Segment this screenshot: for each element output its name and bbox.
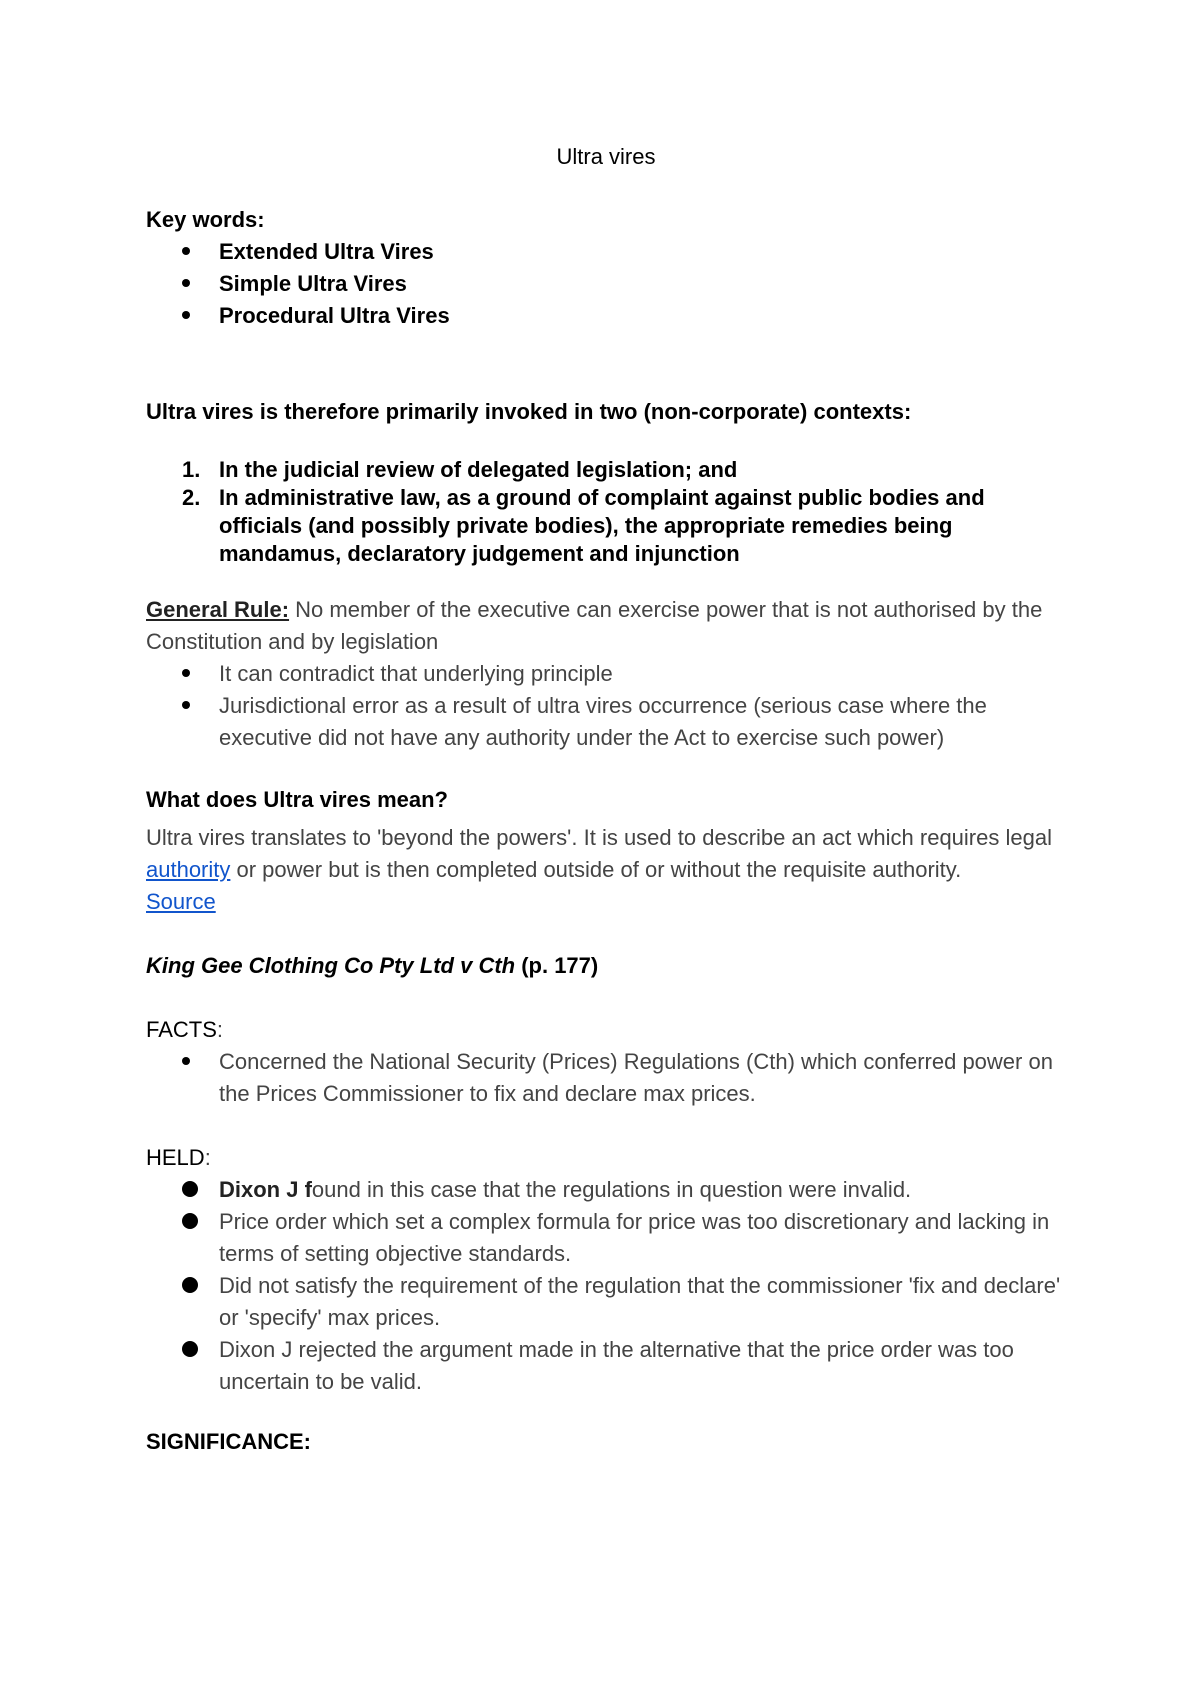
bullet-icon (182, 300, 202, 332)
source-link[interactable]: Source (146, 889, 216, 914)
general-rule-label: General Rule: (146, 597, 290, 622)
facts-list (146, 1046, 1066, 1110)
key-words-list (146, 236, 1066, 332)
list-item: Procedural Ultra Vires (146, 300, 1066, 332)
meaning-heading: What does Ultra vires mean? (146, 787, 448, 812)
document-body (146, 142, 1066, 1458)
facts-heading: FACTS: (146, 1017, 224, 1042)
bullet-icon (182, 1174, 202, 1206)
list-item: It can contradict that underlying principle (146, 658, 1066, 690)
list-item: 2. In administrative law, as a ground of complaint against public bodies and officials (and possibly private bodies), the appropriate remedies being mandamus, declaratory judgement and injunction (182, 485, 985, 566)
list-item: Jurisdictional error as a result of ultra vires occurrence (serious case where the executive did not have any authority under the Act to exercise such power) (146, 690, 1066, 754)
bullet-icon (182, 268, 202, 300)
contexts-heading: Ultra vires is therefore primarily invoked in two (non-corporate) contexts: (146, 399, 912, 424)
list-item: Price order which set a complex formula for price was too discretionary and lacking in terms of setting objective standards. (146, 1206, 1066, 1270)
list-item: 1. In the judicial review of delegated legislation; and (182, 457, 738, 482)
bullet-icon (182, 1046, 202, 1078)
list-item: Dixon J found in this case that the regulations in question were invalid. (146, 1174, 1066, 1206)
bullet-icon (182, 1206, 202, 1238)
significance-heading: SIGNIFICANCE: (146, 1429, 311, 1454)
bullet-icon (182, 1270, 202, 1302)
key-words-heading: Key words: (146, 207, 265, 232)
list-item: Did not satisfy the requirement of the regulation that the commissioner 'fix and declare' or 'specify' max prices. (146, 1270, 1066, 1334)
authority-link[interactable]: authority (146, 857, 231, 882)
list-item: Dixon J rejected the argument made in the alternative that the price order was too uncertain to be valid. (146, 1334, 1066, 1398)
bullet-icon (182, 1334, 202, 1366)
general-rule-list (146, 658, 1066, 754)
list-item: Simple Ultra Vires (146, 268, 1066, 300)
bullet-icon (182, 236, 202, 268)
general-rule-paragraph: General Rule: No member of the executive can exercise power that is not authorised by the Constitution and by legislation (146, 597, 1043, 654)
bullet-icon (182, 690, 202, 722)
held-list (146, 1174, 1066, 1398)
meaning-paragraph: Ultra vires translates to 'beyond the powers'. It is used to describe an act which requires legal authority or power but is then completed outside of or without the requisite authority. (146, 825, 1052, 882)
held-heading: HELD: (146, 1145, 211, 1170)
document-title: Ultra vires (556, 144, 656, 169)
list-item: Extended Ultra Vires (146, 236, 1066, 268)
case-name: King Gee Clothing Co Pty Ltd v Cth (146, 953, 516, 978)
contexts-list (146, 456, 1066, 568)
bullet-icon (182, 658, 202, 690)
case-page-ref: (p. 177) (515, 953, 599, 978)
list-item: Concerned the National Security (Prices) Regulations (Cth) which conferred power on the Prices Commissioner to fix and declare max prices. (146, 1046, 1066, 1110)
case-title (146, 950, 1066, 982)
